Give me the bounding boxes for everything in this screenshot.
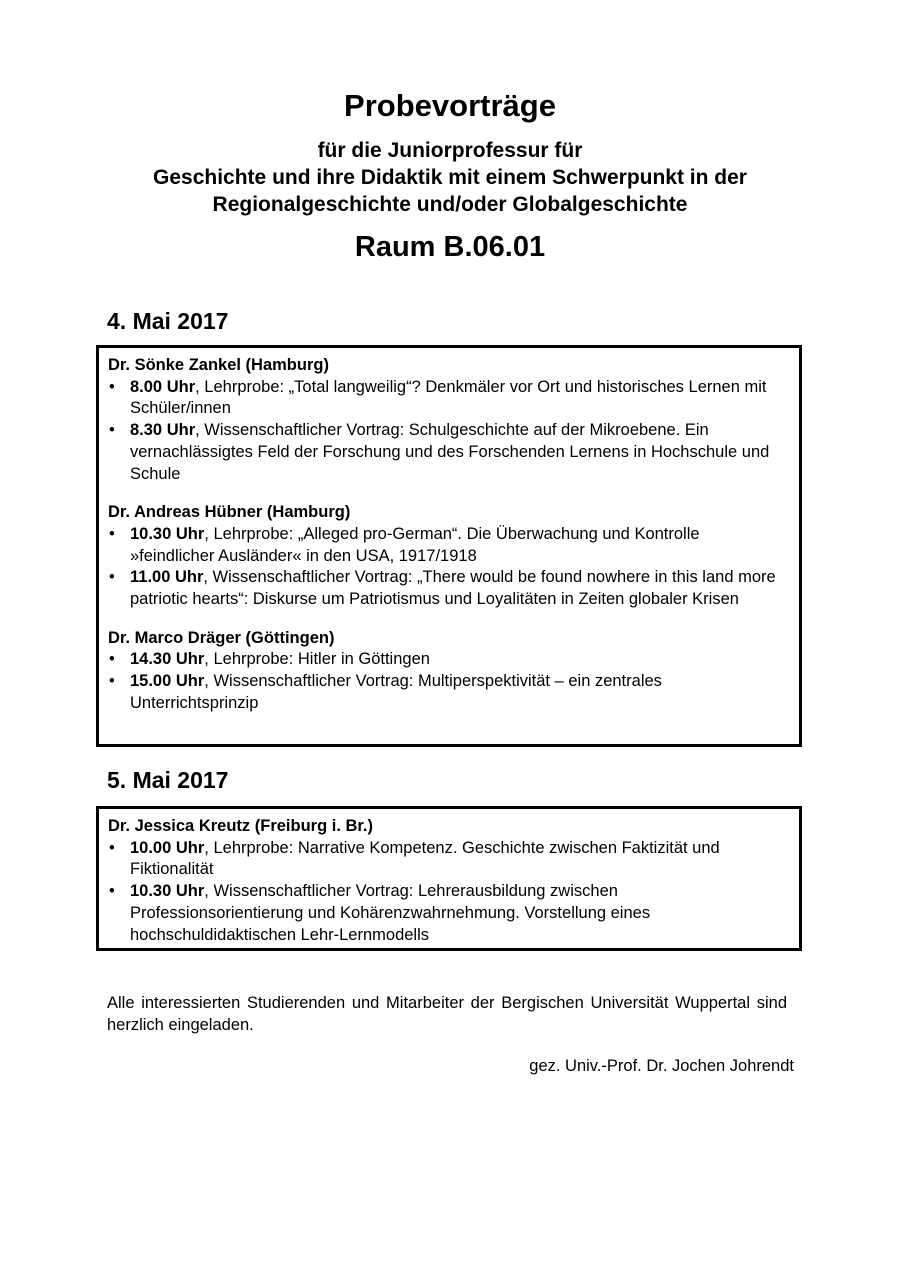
talk-text: , Lehrprobe: „Total langweilig“? Denkmäler vor Ort und historisches Lernen mit Schüler/innen [130,377,767,418]
subtitle-line: für die Juniorprofessur für [317,139,583,162]
signature: gez. Univ.-Prof. Dr. Jochen Johrendt [529,1057,794,1075]
talk-entry [108,881,779,946]
talk-entry [108,377,779,420]
subtitle-line: Regionalgeschichte und/oder Globalgeschichte [212,193,688,216]
page-title: Probevorträge [344,88,556,123]
talk-text: , Wissenschaftlicher Vortrag: „There would be found nowhere in this land more patriotic hearts“: Diskurse um Patriotismus und Loyalitäten in Zeiten globaler Krisen [130,568,776,609]
schedule-box-day-2 [96,806,802,951]
bullet-icon: • [109,377,115,396]
day-heading: 4. Mai 2017 [107,308,229,334]
bullet-icon: • [109,650,115,669]
bullet-icon: • [109,672,115,691]
bullet-icon: • [109,524,115,543]
talk-entry [108,838,779,881]
talk-entry [108,671,779,714]
subtitle-line: Geschichte und ihre Didaktik mit einem Schwerpunkt in der [153,166,747,189]
speaker-name: Dr. Marco Dräger (Göttingen) [108,628,335,647]
talk-text: , Lehrprobe: Hitler in Göttingen [204,650,430,669]
speaker-name: Dr. Sönke Zankel (Hamburg) [108,356,329,374]
speaker-name: Dr. Andreas Hübner (Hamburg) [108,503,351,522]
talk-entry [108,420,779,485]
talk-time: 14.30 Uhr [130,650,205,669]
talk-time: 10.30 Uhr [130,882,205,901]
room-label: Raum B.06.01 [354,231,546,263]
talk-time: 10.30 Uhr [130,524,205,543]
speaker-block [108,502,779,611]
talk-text: , Lehrprobe: „Alleged pro-German“. Die Überwachung und Kontrolle »feindlicher Ausländer« in den USA, 1917/1918 [130,524,700,565]
talk-entry [108,524,779,567]
invitation-text: Alle interessierten Studierenden und Mitarbeiter der Bergischen Universität Wuppertal sind herzlich eingeladen. [107,994,787,1034]
talk-text: , Wissenschaftlicher Vortrag: Schulgeschichte auf der Mikroebene. Ein vernachlässigtes Feld der Forschung und des Forschenden Lernens in Hochschule und Schule [130,421,770,483]
speaker-block [108,355,779,485]
bullet-icon: • [109,882,115,901]
talk-text: , Wissenschaftlicher Vortrag: Multiperspektivität – ein zentrales Unterrichtsprinzip [130,672,662,712]
talk-time: 15.00 Uhr [130,672,205,691]
talk-entry [108,567,779,610]
speaker-name: Dr. Jessica Kreutz (Freiburg i. Br.) [108,817,373,835]
day-heading: 5. Mai 2017 [107,767,229,793]
speaker-block [108,628,779,715]
talk-time: 10.00 Uhr [130,838,205,857]
talk-time: 8.00 Uhr [130,377,196,396]
talk-time: 8.30 Uhr [130,421,196,440]
schedule-box-day-1 [96,345,802,747]
talk-time: 11.00 Uhr [130,568,204,587]
talk-entry [108,649,779,671]
bullet-icon: • [109,838,115,857]
subtitle [0,137,900,218]
talk-text: , Wissenschaftlicher Vortrag: Lehrerausbildung zwischen Professionsorientierung und Kohärenzwahrnehmung. Vorstellung eines hochschuldidaktischen Lehr-Lernmodells [130,882,651,944]
speaker-block [108,816,779,946]
talk-text: , Lehrprobe: Narrative Kompetenz. Geschichte zwischen Faktizität und Fiktionalität [130,838,720,879]
bullet-icon: • [109,568,115,587]
bullet-icon: • [109,421,115,440]
